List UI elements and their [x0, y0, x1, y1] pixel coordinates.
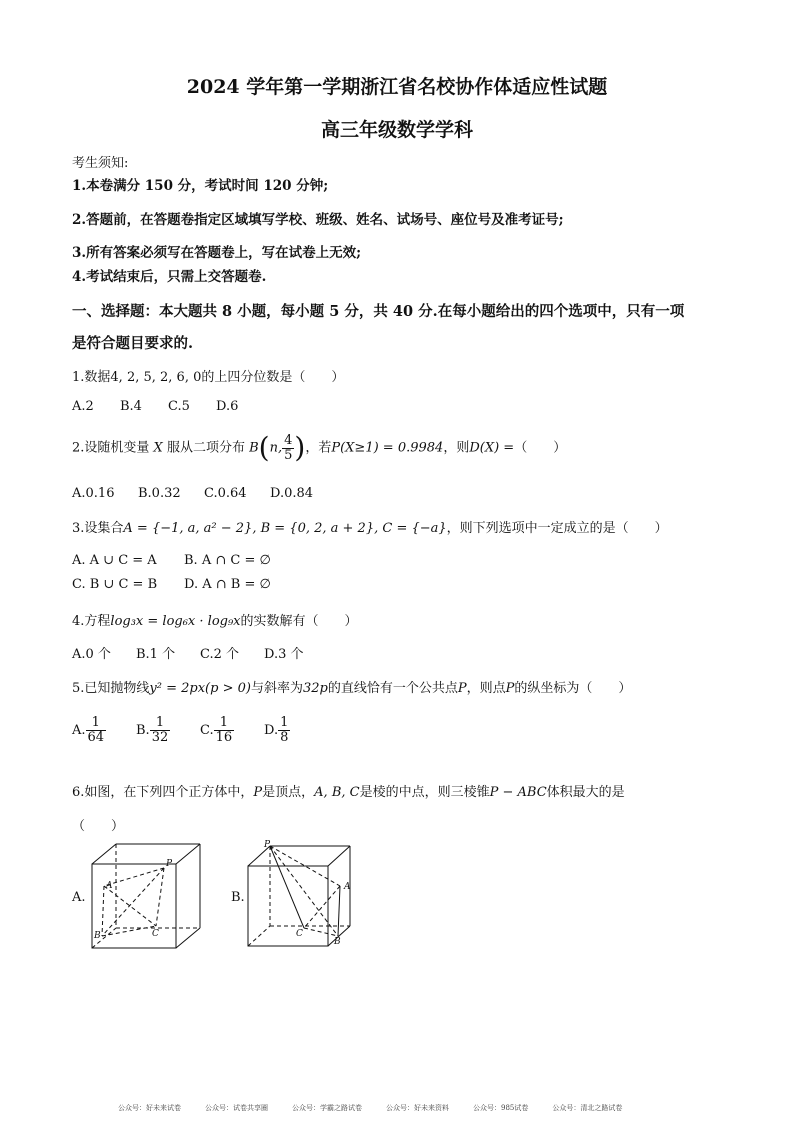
q3-text-post: ，则下列选项中一定成立的是（ ） — [446, 521, 668, 536]
cube-figure-b — [238, 836, 362, 954]
q6-text: 6.如图，在下列四个正方体中， — [72, 785, 254, 800]
notice-item: 4.考试结束后，只需上交答题卷. — [72, 269, 267, 285]
question-4 — [72, 610, 358, 629]
q4-text-post: 的实数解有（ ） — [240, 614, 358, 629]
question-2: 2.设随机变量 X 服从二项分布 B(n, $\frac{4}{5}$ )，若P(X≥1) = 0.9984，则D(X) =（ ） — [72, 431, 567, 464]
label-c: C — [296, 929, 303, 939]
label-a: A — [106, 881, 113, 891]
q2-n: n, — [269, 440, 283, 456]
q4-text: 4.方程 — [72, 614, 111, 629]
notice-label: 考生须知: — [72, 156, 129, 171]
question-6 — [72, 781, 625, 800]
cube-figure-a — [86, 838, 216, 956]
q5-options — [72, 716, 290, 744]
exam-title: 2024 学年第一学期浙江省名校协作体适应性试题 — [186, 76, 608, 98]
option-a: A.2 — [72, 399, 94, 414]
option-a: A. A ∪ C = A — [72, 553, 157, 568]
q2-paren: （ ） — [514, 440, 567, 456]
q3-options-row2 — [72, 577, 271, 592]
option-d: D. $\frac{1}{8}$ — [264, 715, 289, 745]
q3-options-row1 — [72, 553, 271, 568]
option-c: C.5 — [168, 399, 190, 414]
footer — [118, 1103, 646, 1113]
label-b: B — [94, 931, 101, 941]
q5-text-mid3: ，则点 — [466, 681, 506, 696]
q6-pyramid: P − ABC — [489, 785, 547, 800]
option-c: C. B ∪ C = B — [72, 577, 158, 592]
label-b: B — [334, 937, 341, 947]
option-c: C. $\frac{1}{16}$ — [200, 715, 233, 745]
option-a: A.0 个 — [72, 647, 111, 662]
option-a: A. $\frac{1}{64}$ — [72, 715, 105, 745]
figure-a-label: A. — [72, 890, 86, 905]
question-5 — [72, 677, 631, 696]
q3-sets: A = {−1, a, a² − 2}, B = {0, 2, a + 2}, C = {−a} — [123, 521, 447, 536]
option-b: B.4 — [120, 399, 142, 414]
label-p: P — [264, 840, 271, 850]
footer-item: 公众号：清北之路试卷 — [552, 1104, 623, 1112]
q5-slope: 32p — [302, 681, 328, 696]
q5-parabola: y² = 2px(p > 0) — [149, 681, 251, 696]
q2-text-then: ，则 — [443, 440, 470, 456]
label-p: P — [166, 859, 173, 869]
q6-text-mid2: 是棱的中点，则三棱锥 — [359, 785, 490, 800]
q4-equation: log₃x = log₆x · log₉x — [110, 614, 241, 629]
question-3 — [72, 517, 668, 536]
q6-abc: A, B, C — [314, 785, 360, 800]
q4-options — [72, 643, 304, 662]
footer-item: 公众号：学霸之路试卷 — [292, 1104, 362, 1112]
q1-text-post: 的上四分位数是（ ） — [201, 370, 345, 385]
label-c: C — [152, 929, 159, 939]
q5-text-post: 的纵坐标为（ ） — [514, 681, 632, 696]
q6-text-post: 体积最大的是 — [546, 785, 625, 800]
option-a: A.0.16 — [72, 486, 115, 501]
question-1 — [72, 366, 344, 385]
option-b: B. $\frac{1}{32}$ — [136, 715, 169, 745]
q2-binom: B — [249, 440, 259, 456]
option-d: D.0.84 — [270, 486, 314, 501]
section-heading-cont: 是符合题目要求的. — [72, 335, 194, 352]
q6-point: P — [253, 785, 263, 800]
option-b: B.1 个 — [136, 647, 176, 662]
option-d: D.6 — [216, 399, 239, 414]
footer-item: 公众号：好未来资料 — [386, 1104, 449, 1112]
q2-dx: D(X) = — [469, 440, 515, 456]
option-d: D. A ∩ B = ∅ — [184, 577, 271, 592]
label-a: A — [344, 882, 351, 892]
q5-text-mid: 与斜率为 — [250, 681, 303, 696]
option-d: D.3 个 — [264, 647, 304, 662]
footer-item: 公众号：好未来试卷 — [118, 1104, 181, 1112]
q2-text: 2.设随机变量 — [72, 440, 150, 456]
footer-item: 公众号：试卷共享圈 — [205, 1104, 268, 1112]
q2-frac-num: 4 — [284, 432, 293, 448]
exam-subtitle: 高三年级数学学科 — [320, 119, 473, 141]
q5-point: P — [457, 681, 467, 696]
q2-frac-den: 5 — [284, 447, 293, 463]
q1-options — [72, 399, 238, 414]
q2-var: X — [153, 440, 163, 456]
footer-item: 公众号：985试卷 — [473, 1104, 529, 1112]
notice-item: 2.答题前，在答题卷指定区域填写学校、班级、姓名、试场号、座位号及准考证号; — [72, 212, 564, 228]
option-c: C.0.64 — [204, 486, 247, 501]
q2-prob: P(X≥1) = 0.9984 — [331, 440, 444, 456]
q3-text: 3.设集合 — [72, 521, 124, 536]
q1-text: 1.数据 — [72, 370, 111, 385]
q1-data: 4, 2, 5, 2, 6, 0 — [110, 370, 202, 385]
q2-text-mid: 服从二项分布 — [166, 440, 245, 456]
q6-paren: （ ） — [72, 819, 125, 834]
option-b: B. A ∩ C = ∅ — [184, 553, 271, 568]
q6-text-mid: 是顶点， — [262, 785, 315, 800]
q5-text: 5.已知抛物线 — [72, 681, 150, 696]
q5-text-mid2: 的直线恰有一个公共点 — [327, 681, 458, 696]
q5-point-2: P — [505, 681, 515, 696]
notice-item: 3.所有答案必须写在答题卷上，写在试卷上无效; — [72, 245, 362, 261]
notice-item: 1.本卷满分 150 分，考试时间 120 分钟; — [72, 178, 329, 194]
q2-text-cond: ，若 — [305, 440, 332, 456]
q2-options — [72, 486, 313, 501]
section-heading: 一、选择题：本大题共 8 小题，每小题 5 分，共 40 分.在每小题给出的四个选项中，只有一项 — [72, 303, 685, 320]
figure-b-label: B. — [231, 890, 245, 905]
option-c: C.2 个 — [200, 647, 240, 662]
option-b: B.0.32 — [138, 486, 181, 501]
